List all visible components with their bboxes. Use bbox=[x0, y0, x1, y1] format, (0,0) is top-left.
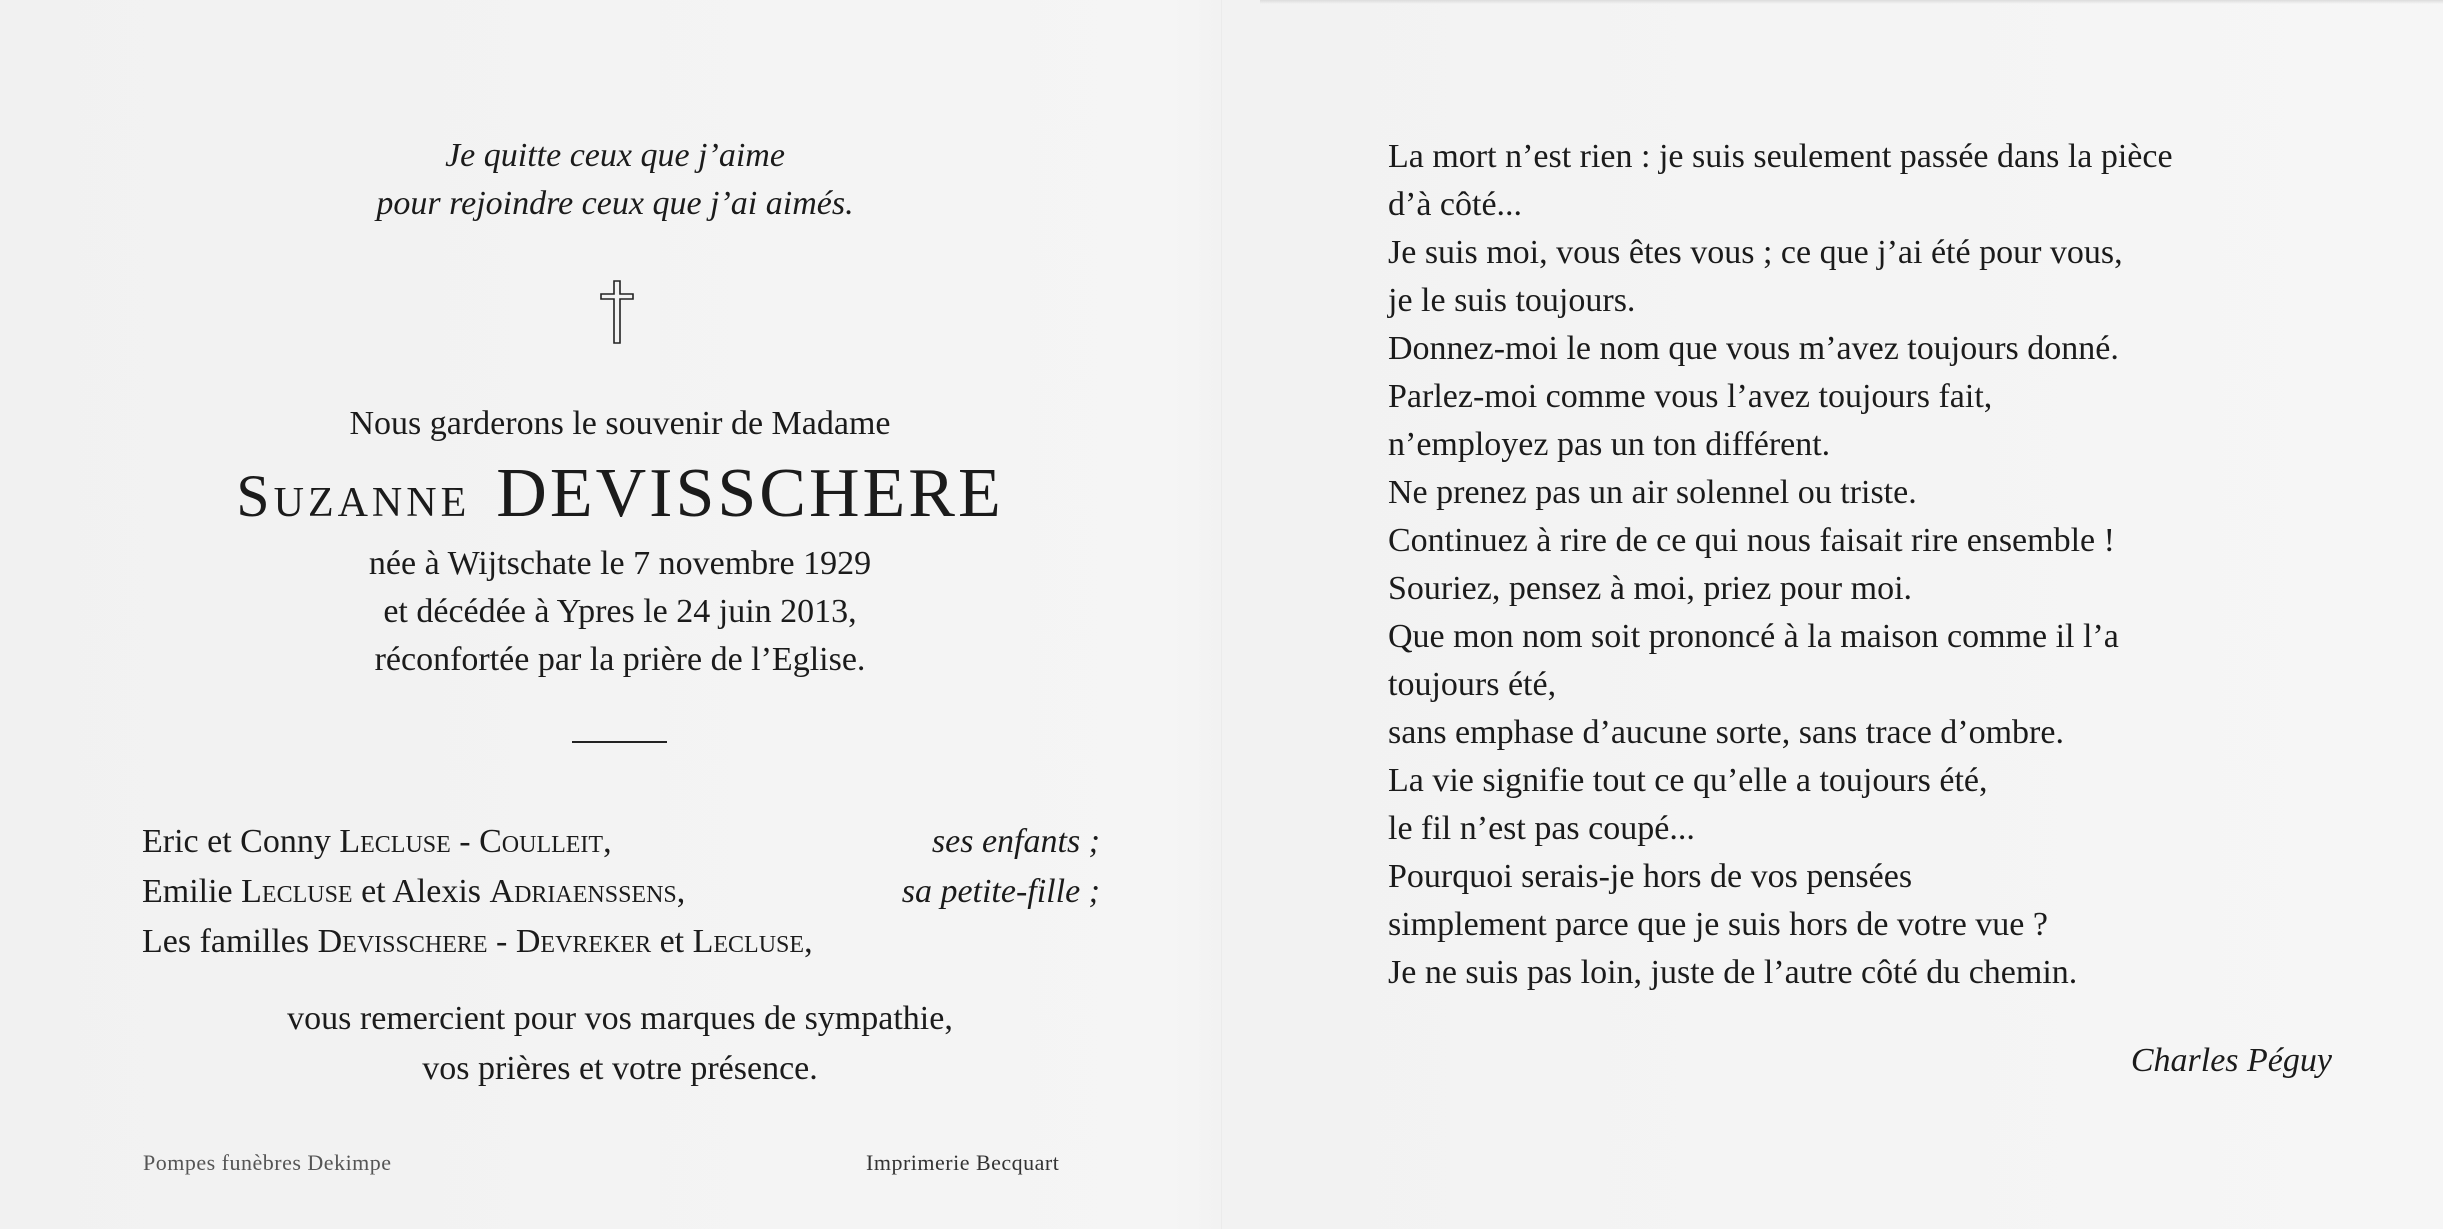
poem-line: Pourquoi serais-je hors de vos pensées bbox=[1388, 858, 1913, 895]
family-text: - bbox=[450, 823, 480, 860]
printer-credit: Imprimerie Becquart bbox=[866, 1150, 1060, 1175]
family-surname: Lecluse bbox=[241, 873, 353, 910]
center-fold bbox=[1221, 0, 1222, 1229]
family-row bbox=[142, 867, 1100, 917]
family-surname: Adriaenssens bbox=[489, 873, 677, 910]
family-relation: sa petite-fille ; bbox=[901, 873, 1100, 910]
family-text: - bbox=[487, 923, 516, 960]
poem-author: Charles Péguy bbox=[2130, 1042, 2332, 1079]
family-surname: Lecluse bbox=[692, 923, 805, 960]
poem-line: simplement parce que je suis hors de votre vue ? bbox=[1388, 906, 2048, 943]
poem-line: toujours été, bbox=[1388, 666, 1557, 703]
birth-death-info bbox=[120, 540, 1120, 684]
poem-line: Souriez, pensez à moi, priez pour moi. bbox=[1388, 570, 1913, 607]
poem-line: d’à côté... bbox=[1388, 186, 1523, 223]
birth-line: née à Wijtschate le 7 novembre 1929 bbox=[368, 545, 872, 582]
family-text: , bbox=[676, 873, 686, 910]
family-relation: ses enfants ; bbox=[931, 823, 1100, 860]
deceased-name bbox=[80, 452, 1160, 554]
poem-line: je le suis toujours. bbox=[1388, 282, 1636, 319]
family-names bbox=[142, 823, 612, 860]
poem-line: Parlez-moi comme vous l’avez toujours fait, bbox=[1388, 378, 1993, 415]
funeral-home: Pompes funèbres Dekimpe bbox=[143, 1150, 392, 1175]
family-row bbox=[142, 917, 1100, 967]
family-surname: Lecluse bbox=[339, 823, 451, 860]
quote-line: pour rejoindre ceux que j’ai aimés. bbox=[376, 185, 854, 222]
family-surname: Devisschere bbox=[317, 923, 488, 960]
family-text: Les familles bbox=[142, 923, 318, 960]
family-list bbox=[142, 817, 1100, 967]
thanks-message bbox=[120, 994, 1120, 1094]
death-line: et décédée à Ypres le 24 juin 2013, bbox=[383, 593, 857, 630]
family-text: , bbox=[603, 823, 612, 860]
family-surname: Coulleit bbox=[479, 823, 604, 860]
intro-line: Nous garderons le souvenir de Madame bbox=[349, 405, 891, 442]
last-name: DEVISSCHERE bbox=[496, 455, 1004, 532]
poem-line: Je ne suis pas loin, juste de l’autre côté du chemin. bbox=[1388, 954, 2078, 991]
family-names bbox=[142, 923, 813, 960]
latin-cross-icon bbox=[599, 280, 635, 344]
poem-line: Je suis moi, vous êtes vous ; ce que j’ai été pour vous, bbox=[1388, 234, 2123, 271]
family-text: et Alexis bbox=[352, 873, 490, 910]
thanks-line: vos prières et votre présence. bbox=[422, 1050, 818, 1087]
poem-line: le fil n’est pas coupé... bbox=[1388, 810, 1695, 847]
poem-line: Donnez-moi le nom que vous m’avez toujours donné. bbox=[1388, 330, 2119, 367]
poem-line: sans emphase d’aucune sorte, sans trace d’ombre. bbox=[1388, 714, 2064, 751]
poem-line: Ne prenez pas un air solennel ou triste. bbox=[1388, 474, 1917, 511]
paper-edge bbox=[1260, 0, 2443, 4]
first-name: Suzanne bbox=[236, 463, 471, 529]
thanks-line: vous remercient pour vos marques de sympathie, bbox=[287, 1000, 953, 1037]
poem-line: La mort n’est rien : je suis seulement passée dans la pièce bbox=[1388, 138, 2173, 175]
family-names bbox=[142, 873, 685, 910]
family-surname: Devreker bbox=[515, 923, 652, 960]
divider bbox=[572, 741, 667, 743]
poem-line: La vie signifie tout ce qu’elle a toujours été, bbox=[1388, 762, 1988, 799]
family-text: Emilie bbox=[142, 873, 242, 910]
opening-quote bbox=[200, 132, 1030, 228]
family-text: , bbox=[804, 923, 813, 960]
poem-line: n’employez pas un ton différent. bbox=[1388, 426, 1831, 463]
family-row bbox=[142, 817, 1100, 867]
poem-line: Que mon nom soit prononcé à la maison comme il l’a bbox=[1388, 618, 2119, 655]
comfort-line: réconfortée par la prière de l’Eglise. bbox=[374, 641, 866, 678]
quote-line: Je quitte ceux que j’aime bbox=[445, 137, 785, 174]
poem-line: Continuez à rire de ce qui nous faisait rire ensemble ! bbox=[1388, 522, 2115, 559]
poem bbox=[1388, 133, 2388, 997]
family-text: et bbox=[651, 923, 693, 960]
family-text: Eric et Conny bbox=[142, 823, 340, 860]
